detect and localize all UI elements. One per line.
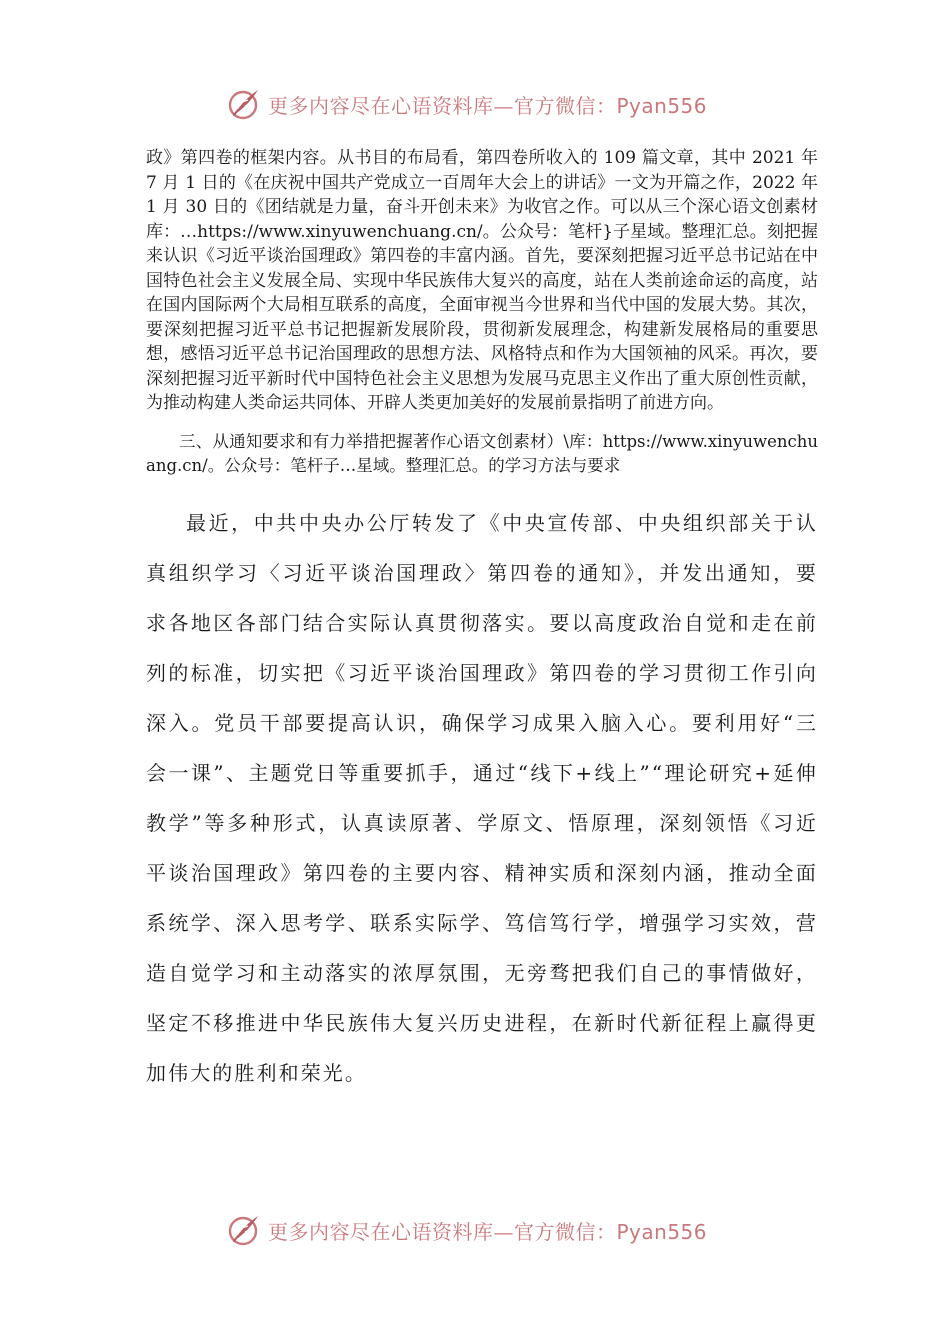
banner-label: 更多内容尽在心语资料库—官方微信：	[268, 1219, 617, 1244]
wechat-id: Pyan556	[616, 93, 708, 118]
wechat-id: Pyan556	[616, 1219, 708, 1244]
quill-pen-logo-icon	[226, 1212, 262, 1248]
paragraph-notice: 最近，中共中央办公厅转发了《中央宣传部、中央组织部关于认真组织学习〈习近平谈治国理政〉第四卷的通知》，并发出通知，要求各地区各部门结合实际认真贯彻落实。要以高度政治自觉和走在前列的标准，切实把《习近平谈治国理政》第四卷的学习贯彻工作引向深入。党员干部要提高认识，确保学习成果入脑入心。要利用好“三会一课”、主题党日等重要抓手，通过“线下+线上”“理论研究+延伸教学”等多种形式，认真读原著、学原文、悟原理，深刻领悟《习近平谈治国理政》第四卷的主要内容、精神实质和深刻内涵，推动全面系统学、深入思考学、联系实际学、笃信笃行学，增强学习实效，营造自觉学习和主动落实的浓厚氛围，无旁骛把我们自己的事情做好，坚定不移推进中华民族伟大复兴历史进程，在新时代新征程上赢得更加伟大的胜利和荣光。	[146, 510, 818, 1085]
footer-banner	[226, 1210, 707, 1250]
banner-label: 更多内容尽在心语资料库—官方微信：	[268, 93, 617, 118]
quill-pen-logo-icon	[226, 86, 262, 122]
header-banner	[226, 84, 707, 124]
banner-text	[268, 90, 707, 119]
section-heading-three: 三、从通知要求和有力举措把握著作心语文创素材）\库：https://www.xinyuwenchuang.cn/。公众号：笔杆子…星域。整理汇总。的学习方法与要求	[146, 431, 818, 475]
banner-text	[268, 1216, 707, 1245]
paragraph-framework: 政》第四卷的框架内容。从书目的布局看，第四卷所收入的 109 篇文章，其中 2021 年 7 月 1 日的《在庆祝中国共产党成立一百周年大会上的讲话》一文为开篇之作，2022 年 1 月 30 日的《团结就是力量，奋斗开创未来》为收官之作。可以从三个深心语文创素材库：…https://www.xinyuwenchuang.cn/。公众号：笔杆}子星域。整理汇总。刻把握来认识《习近平谈治国理政》第四卷的丰富内涵。首先，要深刻把握习近平总书记站在中国特色社会主义发展全局、实现中华民族伟大复兴的高度，站在人类前途命运的高度，站在国内国际两个大局相互联系的高度，全面审视当今世界和当代中国的发展大势。其次，要深刻把握习近平总书记把握新发展阶段，贯彻新发展理念，构建新发展格局的重要思想，感悟习近平总书记治国理政的思想方法、风格特点和作为大国领袖的风采。再次，要深刻把握习近平新时代中国特色社会主义思想为发展马克思主义作出了重大原创性贡献，为推动构建人类命运共同体、开辟人类更加美好的发展前景指明了前进方向。	[146, 148, 818, 413]
document-body	[146, 146, 818, 1098]
